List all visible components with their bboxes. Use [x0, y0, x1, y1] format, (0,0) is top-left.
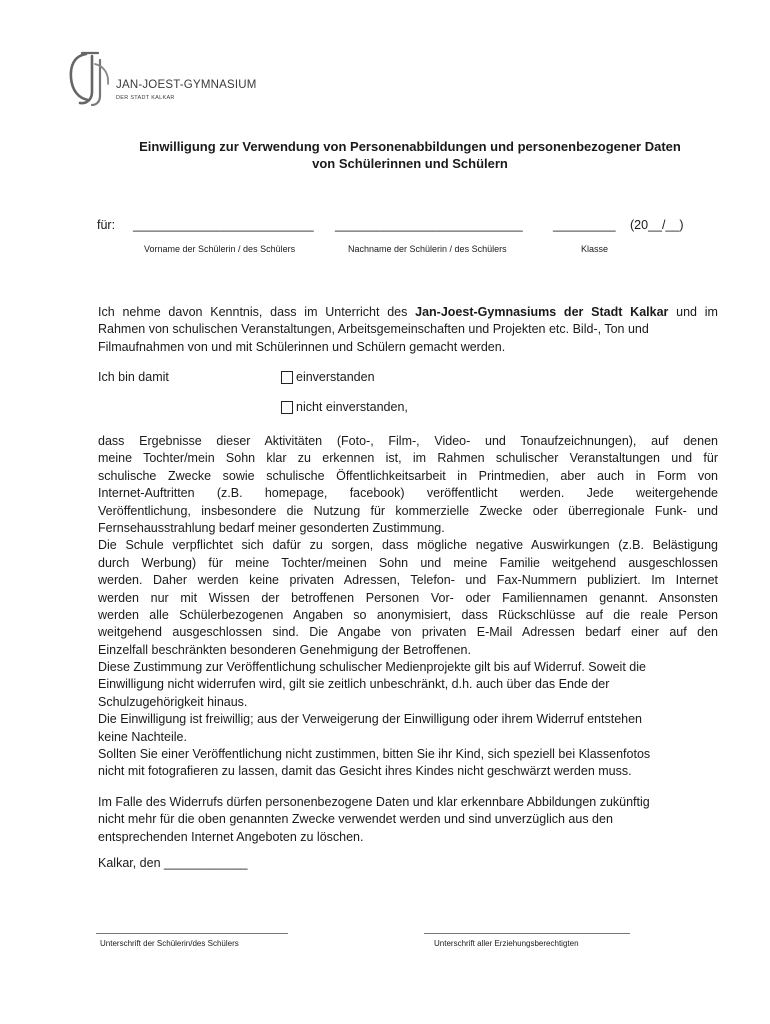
school-name: JAN-JOEST-GYMNASIUM	[116, 79, 257, 91]
withdrawal-paragraph	[98, 794, 718, 846]
body-line: Die Einwilligung ist freiwillig; aus der Verweigerung der Einwilligung oder ihrem Widerruf entstehen	[98, 712, 643, 727]
body-line: durch Werbung) für meine Tochter/meinen Sohn und meine Familie weitgehend ausgeschlossen	[98, 555, 718, 570]
body-line: werden nur mit Wissen der betroffenen Personen Vor- oder Familiennamen genannt. Ansonsten	[98, 590, 718, 605]
class-caption: Klasse	[581, 244, 609, 254]
body-line: Einwilligung nicht widerrufen wird, gilt sie zeitlich unbeschränkt, d.h. auch über das Ende der	[98, 677, 610, 692]
withdrawal-line: nicht mehr für die oben genannten Zwecke verwendet werden und sind unverzüglich aus den	[98, 812, 613, 827]
body-line: werden. Daher werden keine privaten Adressen, Telefon- und Fax-Nummern publiziert. Im Internet	[98, 573, 718, 588]
body-line: Internet-Auftritten (z.B. homepage, facebook) veröffentlicht werden. Jede weitergehende	[98, 486, 718, 501]
body-line: schulische Zwecke sowie schulische Öffentlichkeitsarbeit in Printmedien, aber auch in Form von	[98, 468, 718, 483]
place-date-field[interactable]: Kalkar, den ____________	[98, 856, 248, 870]
body-line: Sollten Sie einer Veröffentlichung nicht zustimmen, bitten Sie ihr Kind, sich speziell bei Klassenfotos	[98, 747, 651, 762]
body-line: Fernsehausstrahlung bedarf meiner gesonderten Zustimmung.	[98, 520, 445, 535]
consent-prompt: Ich bin damit	[98, 370, 169, 384]
last-name-caption: Nachname der Schülerin / des Schülers	[348, 244, 507, 254]
guardian-signature-caption: Unterschrift aller Erziehungsberechtigten	[434, 939, 579, 948]
first-name-field[interactable]: __________________________	[133, 218, 314, 232]
agree-label: einverstanden	[296, 370, 375, 384]
body-line: nicht mit fotografieren zu lassen, damit das Gesicht ihres Kindes nicht geschwärzt werden muss.	[98, 764, 632, 779]
body-line: dass Ergebnisse dieser Aktivitäten (Foto-, Film-, Video- und Tonaufzeichnungen), auf denen	[98, 434, 718, 448]
withdrawal-line: entsprechenden Internet Angeboten zu löschen.	[98, 829, 364, 844]
disagree-label: nicht einverstanden,	[296, 400, 408, 414]
school-logo-icon	[68, 50, 112, 106]
intro-line-3: Filmaufnahmen von und mit Schülerinnen und Schülern gemacht werden.	[98, 339, 506, 354]
school-name-bold: Jan-Joest-Gymnasiums der Stadt Kalkar	[415, 305, 669, 319]
class-field[interactable]: _________	[553, 218, 616, 232]
body-line: Diese Zustimmung zur Veröffentlichung schulischer Medienprojekte gilt bis auf Widerruf. Soweit die	[98, 660, 646, 675]
for-label: für:	[97, 218, 116, 232]
consent-body	[98, 433, 718, 781]
intro-paragraph	[98, 304, 718, 356]
last-name-field[interactable]: ___________________________	[335, 218, 523, 232]
document-title-line2: von Schülerinnen und Schülern	[312, 156, 508, 171]
guardian-signature-line[interactable]	[424, 933, 630, 934]
body-line: meine Tochter/mein Sohn klar zu erkennen ist, im Rahmen schulischer Veranstaltungen und für	[98, 451, 718, 466]
first-name-caption: Vorname der Schülerin / des Schülers	[144, 244, 296, 254]
body-line: Die Schule verpflichtet sich dafür zu sorgen, dass mögliche negative Auswirkungen (z.B. Belästigung	[98, 538, 718, 553]
intro-line-2: Rahmen von schulischen Veranstaltungen, Arbeitsgemeinschaften und Projekten etc. Bild-, Ton und	[98, 322, 649, 337]
document-title-line1: Einwilligung zur Verwendung von Personenabbildungen und personenbezogener Daten	[139, 139, 681, 154]
student-signature-caption: Unterschrift der Schülerin/des Schülers	[100, 939, 239, 948]
body-line: Veröffentlichung, insbesondere die Nutzung für kommerzielle Zwecke oder überregionale Funk- und	[98, 503, 718, 518]
body-line: werden alle Schülerbezogenen Angaben so anonymisiert, dass Rückschlüsse auf die reale Person	[98, 607, 718, 622]
withdrawal-line: Im Falle des Widerrufs dürfen personenbezogene Daten und klar erkennbare Abbildungen zukünftig	[98, 795, 650, 809]
body-line: Schulzugehörigkeit hinaus.	[98, 694, 248, 709]
body-line: Einzelfall beschränkten besonderen Genehmigung der Betroffenen.	[98, 642, 471, 657]
school-subtitle: DER STADT KALKAR	[116, 95, 175, 101]
agree-checkbox[interactable]	[281, 371, 293, 384]
body-line: weitgehend ausgeschlossen sind. Die Angabe von privaten E-Mail Adressen bedarf einer auf den	[98, 625, 718, 640]
intro-line-1: Ich nehme davon Kenntnis, dass im Unterricht des Jan-Joest-Gymnasiums der Stadt Kalkar und im	[98, 305, 718, 319]
school-year-field[interactable]: (20__/__)	[630, 218, 684, 232]
student-signature-line[interactable]	[96, 933, 288, 934]
body-line: keine Nachteile.	[98, 729, 187, 744]
disagree-checkbox[interactable]	[281, 401, 293, 414]
